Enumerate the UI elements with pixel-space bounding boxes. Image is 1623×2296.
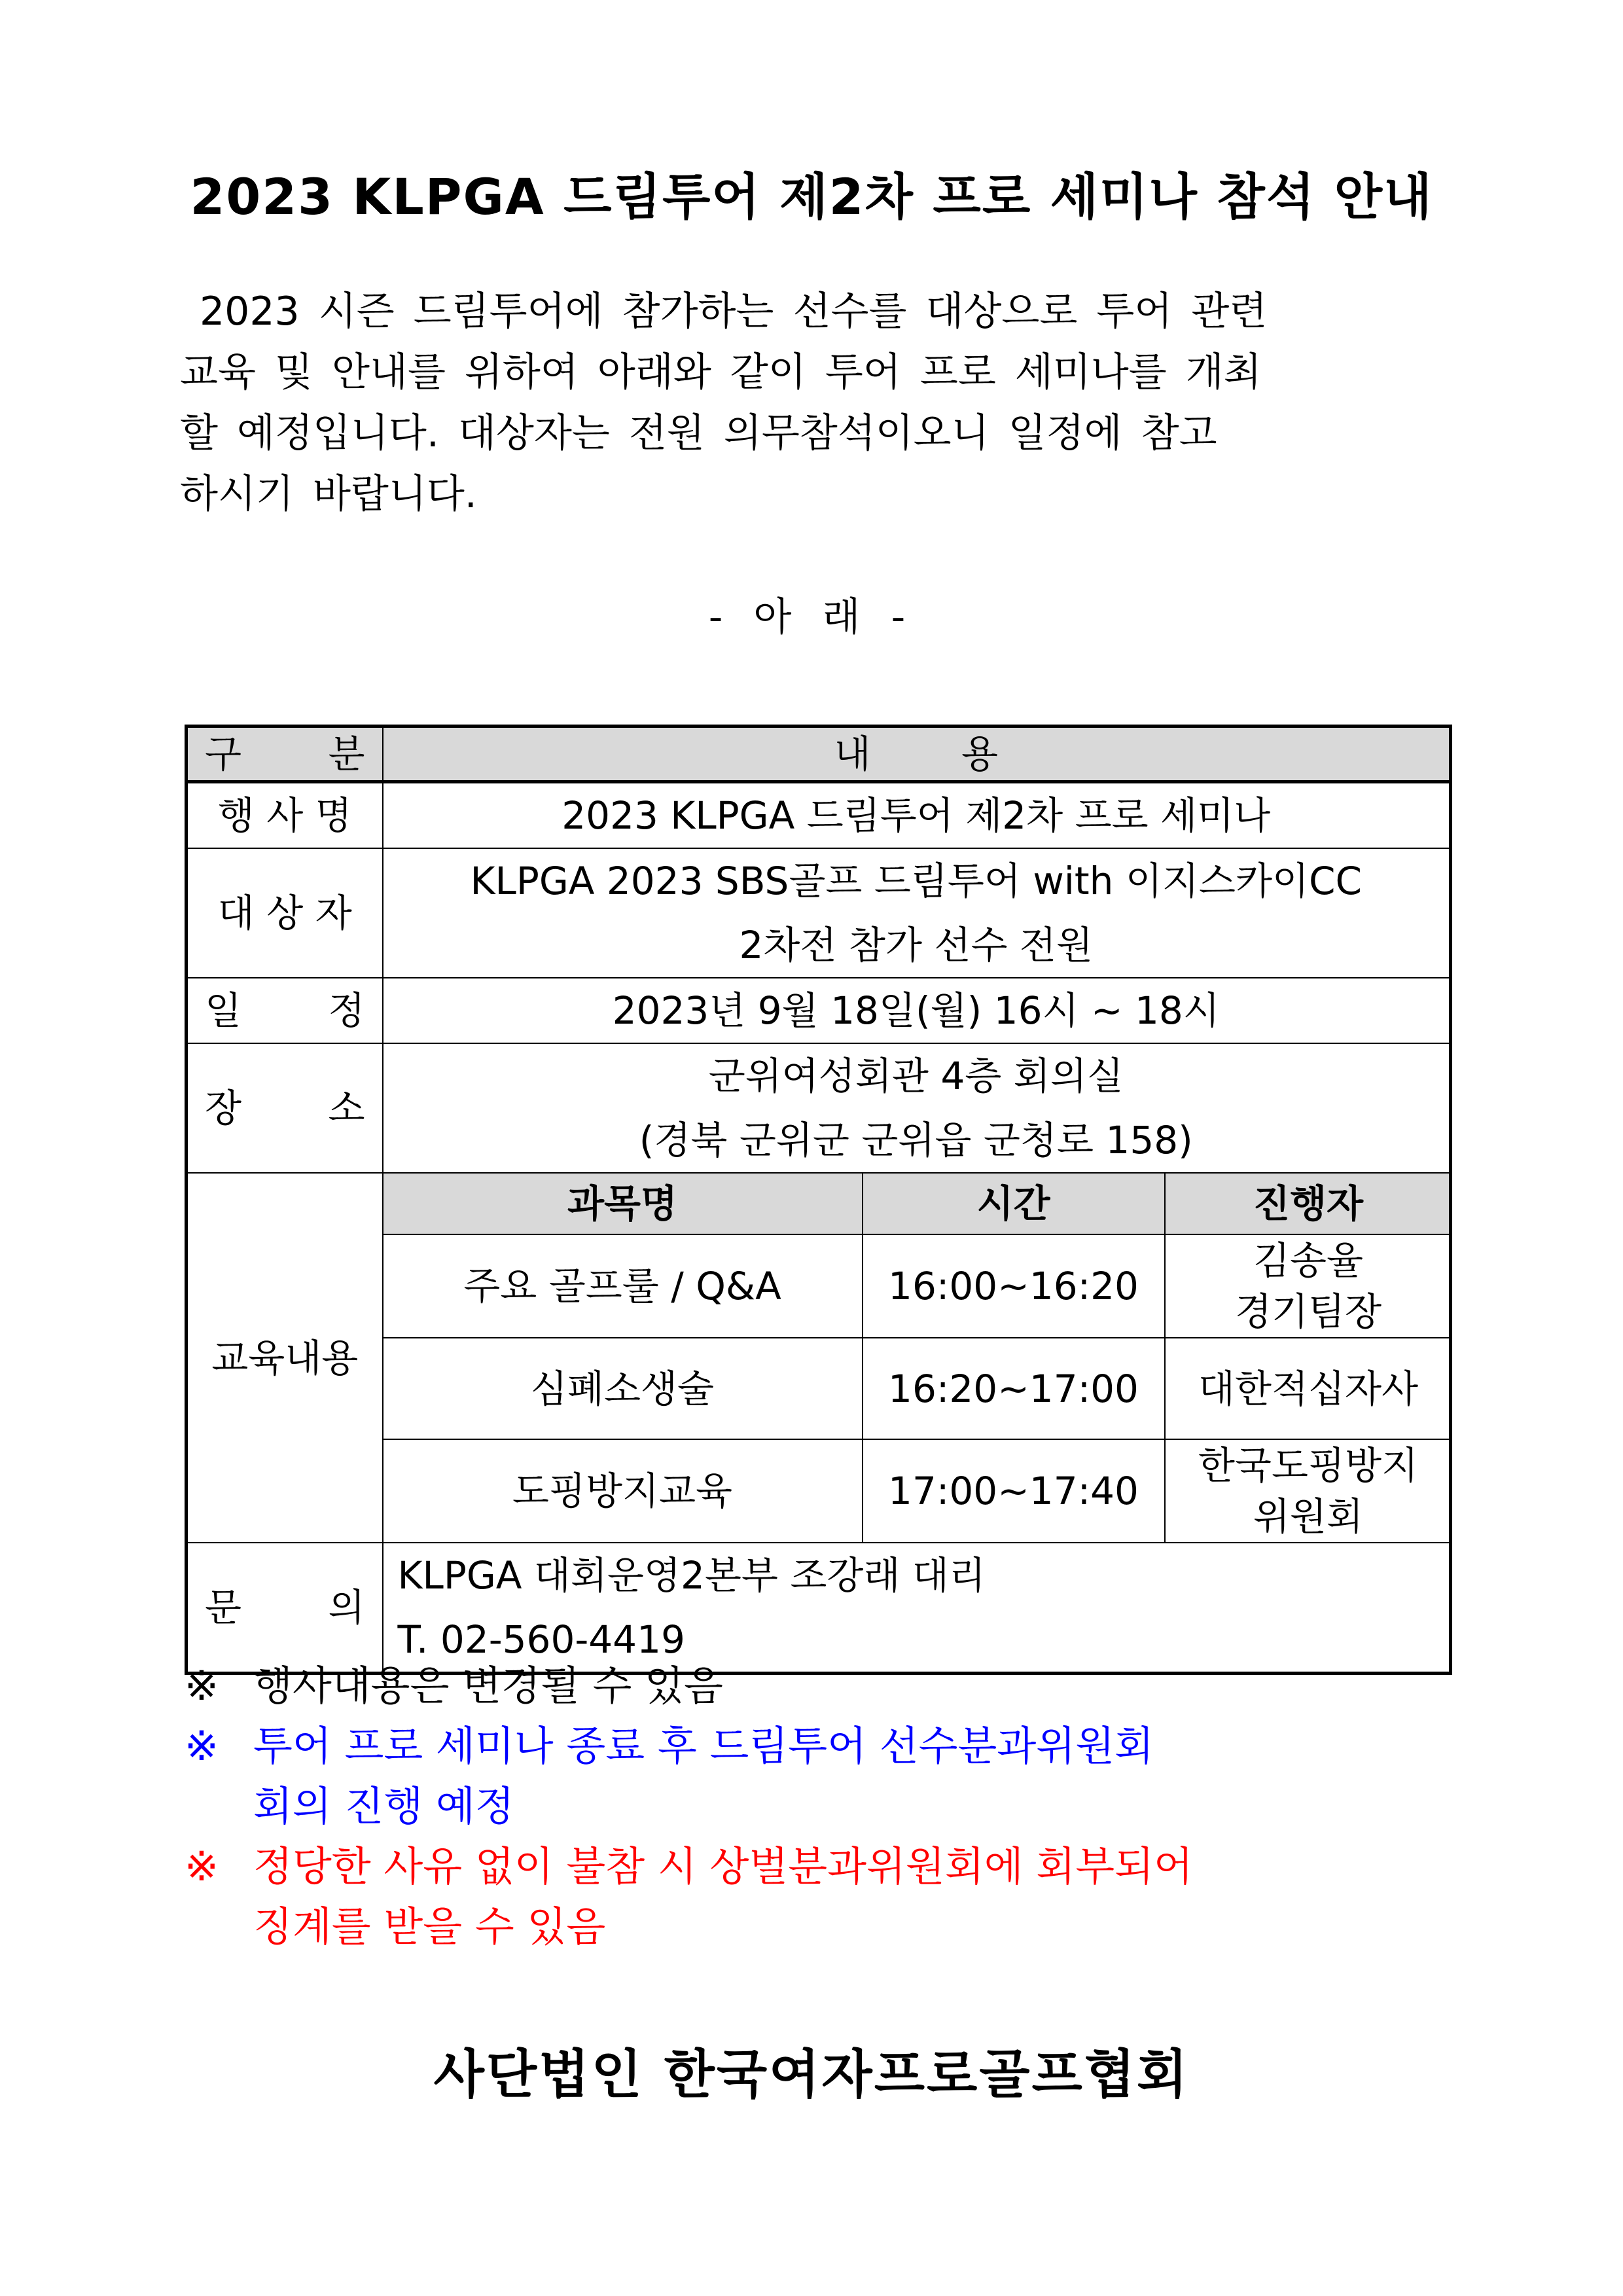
- venue-line: (경북 군위군 군위읍 군청로 158): [639, 1118, 1193, 1162]
- education-cell: [383, 1173, 1451, 1543]
- presenter-line: 경기팀장: [1234, 1289, 1382, 1334]
- subject-cell: 도핑방지교육: [383, 1439, 863, 1542]
- subject-header: 과목명: [383, 1174, 863, 1234]
- venue-line: 군위여성회관 4층 회의실: [708, 1054, 1124, 1098]
- schedule-label: [187, 978, 383, 1043]
- intro-paragraph: [180, 281, 1450, 525]
- presenter-line: 김송율: [1253, 1238, 1364, 1283]
- event-name-label: 행 사 명: [187, 782, 383, 849]
- presenter-header: 진행자: [1165, 1174, 1452, 1234]
- education-table: [383, 1174, 1452, 1542]
- note-item: [185, 1716, 1467, 1837]
- time-header: 시간: [863, 1174, 1165, 1234]
- venue-label: [187, 1043, 383, 1173]
- target-line: KLPGA 2023 SBS골프 드림투어 with 이지스카이CC: [470, 859, 1362, 903]
- inquiry-label-char: 문: [205, 1585, 242, 1630]
- header-content: 내 용: [383, 726, 1451, 782]
- seminar-info-table: [185, 725, 1452, 1675]
- note-item: [185, 1656, 1467, 1716]
- schedule-label-char: 정: [328, 988, 365, 1033]
- reference-mark: ※: [185, 1842, 219, 1890]
- reference-mark: ※: [185, 1662, 219, 1710]
- presenter-cell: [1165, 1439, 1452, 1542]
- note-item: [185, 1837, 1467, 1957]
- target-label: 대 상 자: [187, 848, 383, 978]
- note-line: 징계를 받을 수 있음: [253, 1903, 606, 1950]
- notes-section: [185, 1656, 1467, 1957]
- venue-label-char: 장: [205, 1086, 242, 1130]
- schedule-label-char: 일: [205, 988, 242, 1033]
- intro-line: 2023 시즌 드림투어에 참가하는 선수를 대상으로 투어 관련: [200, 289, 1268, 334]
- reference-mark: ※: [185, 1722, 219, 1770]
- table-row-inquiry: [187, 1543, 1451, 1674]
- inquiry-value: [383, 1543, 1451, 1674]
- intro-line: 교육 및 안내를 위하여 아래와 같이 투어 프로 세미나를 개최: [180, 350, 1262, 395]
- subject-cell: 심폐소생술: [383, 1338, 863, 1439]
- presenter-cell: [1165, 1234, 1452, 1338]
- event-name-value: 2023 KLPGA 드림투어 제2차 프로 세미나: [383, 782, 1451, 849]
- note-text: [253, 1656, 723, 1716]
- table-header-row: [187, 726, 1451, 782]
- inquiry-label-char: 의: [328, 1585, 365, 1630]
- presenter-line: 대한적십자사: [1198, 1366, 1419, 1411]
- time-cell: 17:00~17:40: [863, 1439, 1165, 1542]
- table-row-education: [187, 1173, 1451, 1543]
- table-row-venue: [187, 1043, 1451, 1173]
- schedule-value: 2023년 9월 18일(월) 16시 ~ 18시: [383, 978, 1451, 1043]
- presenter-line: 한국도핑방지: [1198, 1443, 1419, 1488]
- inquiry-label: [187, 1543, 383, 1674]
- education-header-row: [383, 1174, 1452, 1234]
- venue-label-char: 소: [328, 1086, 365, 1130]
- education-row: [383, 1234, 1452, 1338]
- time-cell: 16:00~16:20: [863, 1234, 1165, 1338]
- note-line: 행사내용은 변경될 수 있음: [253, 1662, 723, 1710]
- inquiry-contact: KLPGA 대회운영2본부 조강래 대리: [397, 1553, 986, 1598]
- table-row-event-name: [187, 782, 1451, 849]
- inquiry-phone: T. 02-560-4419: [397, 1617, 685, 1662]
- education-row: [383, 1439, 1452, 1542]
- note-line: 투어 프로 세미나 종료 후 드림투어 선수분과위원회: [253, 1722, 1154, 1770]
- venue-value: [383, 1043, 1451, 1173]
- time-cell: 16:20~17:00: [863, 1338, 1165, 1439]
- target-line: 2차전 참가 선수 전원: [739, 923, 1093, 967]
- organization-name: 사단법인 한국여자프로골프협회: [433, 2044, 1190, 2105]
- note-line: 정당한 사유 없이 불참 시 상벌분과위원회에 회부되어: [253, 1842, 1193, 1890]
- presenter-cell: [1165, 1338, 1452, 1439]
- intro-line: 할 예정입니다. 대상자는 전원 의무참석이오니 일정에 참고: [180, 410, 1217, 456]
- below-label: - 아 래 -: [708, 594, 915, 640]
- intro-line: 하시기 바랍니다.: [180, 471, 477, 517]
- header-category-char: 분: [328, 732, 365, 776]
- presenter-line: 위원회: [1253, 1494, 1364, 1539]
- target-value: [383, 848, 1451, 978]
- header-category: [187, 726, 383, 782]
- education-row: [383, 1338, 1452, 1439]
- table-row-target: [187, 848, 1451, 978]
- table-row-schedule: [187, 978, 1451, 1043]
- note-text: [253, 1837, 1193, 1957]
- note-line: 회의 진행 예정: [253, 1782, 514, 1830]
- education-label: 교육내용: [187, 1173, 383, 1543]
- note-text: [253, 1716, 1154, 1837]
- subject-cell: 주요 골프룰 / Q&A: [383, 1234, 863, 1338]
- document-title: 2023 KLPGA 드림투어 제2차 프로 세미나 참석 안내: [190, 168, 1433, 226]
- header-category-char: 구: [205, 732, 242, 776]
